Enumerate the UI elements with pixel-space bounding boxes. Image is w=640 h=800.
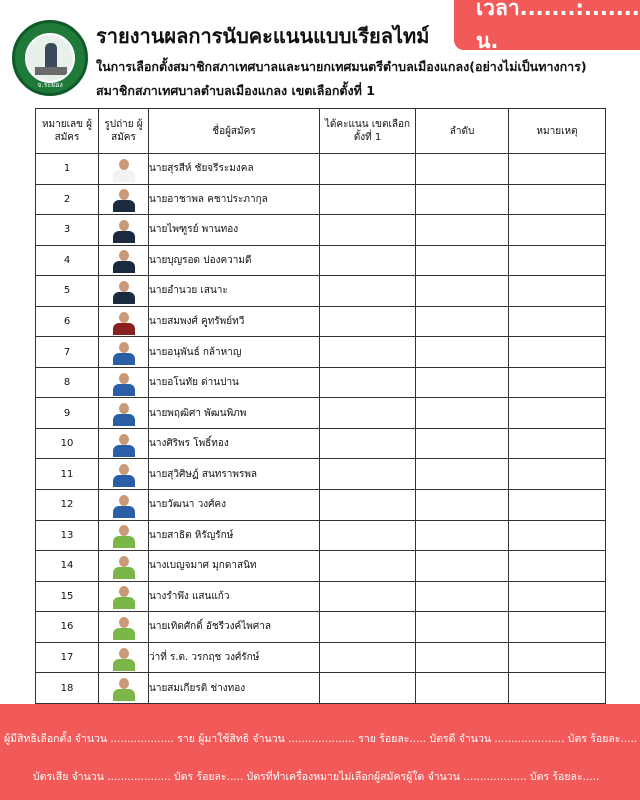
candidate-photo — [109, 156, 139, 182]
candidate-photo-cell — [99, 276, 149, 307]
remark-cell — [509, 520, 606, 551]
remark-cell — [509, 459, 606, 490]
remark-cell — [509, 215, 606, 246]
remark-cell — [509, 581, 606, 612]
table-row — [36, 673, 606, 704]
table-row — [36, 276, 606, 307]
candidate-name: นายบุญรอด ปองความดี — [149, 245, 320, 276]
candidate-name: นายสุรสีห์ ชัยจรีระมงคล — [149, 154, 320, 185]
candidate-photo-cell — [99, 612, 149, 643]
candidate-name: นายเทิดศักดิ์ อัชรีวงค์ไพศาล — [149, 612, 320, 643]
score-cell — [320, 673, 416, 704]
summary-line-2: บัตรเสีย จำนวน ................... บัตร ร้อยละ..... บัตรที่ทำเครื่องหมายไม่เลือกผู้สมัครผู้ใด จำนวน ................... บัตร ร้อยละ..... — [33, 771, 600, 783]
score-cell — [320, 642, 416, 673]
candidate-photo — [109, 186, 139, 212]
candidate-number: 9 — [36, 398, 99, 429]
time-badge — [454, 0, 640, 53]
score-cell — [320, 490, 416, 521]
candidate-photo-cell — [99, 306, 149, 337]
candidate-number: 3 — [36, 215, 99, 246]
candidate-number: 10 — [36, 428, 99, 459]
table-row — [36, 428, 606, 459]
table-header-row — [36, 109, 606, 154]
candidate-name: นายสุวิศิษฏ์ สนทราพรพล — [149, 459, 320, 490]
candidate-photo — [109, 309, 139, 335]
rank-cell — [416, 215, 509, 246]
score-cell — [320, 612, 416, 643]
summary-line-1: ผู้มีสิทธิเลือกตั้ง จำนวน ................... ราย ผู้มาใช้สิทธิ จำนวน .................... ราย ร้อยละ..... บัตรดี จำนวน ..................... บัตร ร้อยละ..... — [4, 733, 638, 745]
rank-cell — [416, 490, 509, 521]
candidate-name: นางเบญจมาศ มุกดาสนิท — [149, 551, 320, 582]
candidate-number: 4 — [36, 245, 99, 276]
candidate-photo-cell — [99, 184, 149, 215]
remark-cell — [509, 490, 606, 521]
candidate-photo — [109, 675, 139, 701]
rank-cell — [416, 428, 509, 459]
score-cell — [320, 520, 416, 551]
table-row — [36, 154, 606, 185]
candidate-photo — [109, 553, 139, 579]
candidate-name: นายไพฑูรย์ พานทอง — [149, 215, 320, 246]
candidate-name: นายพฤฒิศา พัฒนพิภพ — [149, 398, 320, 429]
candidate-number: 18 — [36, 673, 99, 704]
remark-cell — [509, 428, 606, 459]
rank-cell — [416, 245, 509, 276]
remark-cell — [509, 367, 606, 398]
candidate-photo-cell — [99, 398, 149, 429]
candidate-number: 17 — [36, 642, 99, 673]
table-row — [36, 215, 606, 246]
logo-text: จ.ระยอง — [37, 81, 63, 89]
candidate-name: นายสาธิต หิรัญรักษ์ — [149, 520, 320, 551]
candidate-name: นายสมเกียรติ ช่างทอง — [149, 673, 320, 704]
table-row — [36, 490, 606, 521]
score-cell — [320, 459, 416, 490]
score-cell — [320, 367, 416, 398]
candidate-number: 15 — [36, 581, 99, 612]
candidate-photo-cell — [99, 551, 149, 582]
score-cell — [320, 337, 416, 368]
candidate-number: 12 — [36, 490, 99, 521]
candidate-table — [35, 108, 606, 704]
candidate-number: 5 — [36, 276, 99, 307]
remark-cell — [509, 276, 606, 307]
rank-cell — [416, 581, 509, 612]
header-score: ได้คะแนน เขตเลือกตั้งที่ 1 — [320, 109, 416, 154]
rank-cell — [416, 154, 509, 185]
remark-cell — [509, 184, 606, 215]
candidate-photo-cell — [99, 154, 149, 185]
score-cell — [320, 398, 416, 429]
candidate-number: 13 — [36, 520, 99, 551]
score-cell — [320, 184, 416, 215]
table-row — [36, 367, 606, 398]
candidate-photo-cell — [99, 581, 149, 612]
candidate-photo — [109, 431, 139, 457]
rank-cell — [416, 276, 509, 307]
time-label: เวลา.......:....... น. — [476, 0, 640, 53]
candidate-photo-cell — [99, 520, 149, 551]
candidate-number: 14 — [36, 551, 99, 582]
table-row — [36, 398, 606, 429]
candidate-number: 8 — [36, 367, 99, 398]
remark-cell — [509, 551, 606, 582]
candidate-name: ว่าที่ ร.ต. วรกฤช วงศ์รักษ์ — [149, 642, 320, 673]
table-row — [36, 245, 606, 276]
rank-cell — [416, 337, 509, 368]
summary-footer — [0, 704, 640, 800]
candidate-photo-cell — [99, 490, 149, 521]
rank-cell — [416, 367, 509, 398]
table-row — [36, 337, 606, 368]
candidate-name: นายวัฒนา วงศ์คง — [149, 490, 320, 521]
candidate-name: นายอำนวย เสนาะ — [149, 276, 320, 307]
candidate-photo — [109, 400, 139, 426]
remark-cell — [509, 306, 606, 337]
table-row — [36, 551, 606, 582]
rank-cell — [416, 459, 509, 490]
candidate-photo — [109, 339, 139, 365]
rank-cell — [416, 642, 509, 673]
candidate-name: นางรำพึง แสนแก้ว — [149, 581, 320, 612]
table-row — [36, 642, 606, 673]
candidate-photo — [109, 461, 139, 487]
candidate-number: 1 — [36, 154, 99, 185]
header-candidate-number: หมายเลข ผู้สมัคร — [36, 109, 99, 154]
header-remark: หมายเหตุ — [509, 109, 606, 154]
candidate-photo-cell — [99, 367, 149, 398]
remark-cell — [509, 642, 606, 673]
page-subtitle: ในการเลือกตั้งสมาชิกสภาเทศบาลและนายกเทศมนตรีตำบลเมืองแกลง(อย่างไม่เป็นทางการ) — [96, 59, 587, 74]
logo-emblem — [25, 33, 75, 83]
candidate-number: 7 — [36, 337, 99, 368]
page-title: รายงานผลการนับคะแนนแบบเรียลไทม์ — [96, 24, 430, 48]
candidate-photo-cell — [99, 673, 149, 704]
rank-cell — [416, 551, 509, 582]
candidate-number: 11 — [36, 459, 99, 490]
rank-cell — [416, 520, 509, 551]
header-rank: ลำดับ — [416, 109, 509, 154]
candidate-photo — [109, 217, 139, 243]
score-cell — [320, 428, 416, 459]
candidate-photo — [109, 247, 139, 273]
candidate-photo-cell — [99, 642, 149, 673]
remark-cell — [509, 154, 606, 185]
rank-cell — [416, 673, 509, 704]
rank-cell — [416, 398, 509, 429]
candidate-photo — [109, 645, 139, 671]
candidate-photo — [109, 583, 139, 609]
municipality-logo — [12, 20, 88, 96]
header-candidate-name: ชื่อผู้สมัคร — [149, 109, 320, 154]
candidate-number: 16 — [36, 612, 99, 643]
header-candidate-photo: รูปถ่าย ผู้สมัคร — [99, 109, 149, 154]
score-cell — [320, 306, 416, 337]
table-row — [36, 184, 606, 215]
table-row — [36, 306, 606, 337]
candidate-name: นางศิริพร โพธิ์ทอง — [149, 428, 320, 459]
candidate-photo — [109, 278, 139, 304]
table-row — [36, 612, 606, 643]
score-cell — [320, 581, 416, 612]
rank-cell — [416, 612, 509, 643]
remark-cell — [509, 612, 606, 643]
candidate-photo — [109, 522, 139, 548]
candidate-name: นายอาชาพล คชาประภากุล — [149, 184, 320, 215]
score-cell — [320, 276, 416, 307]
candidate-name: นายอโนทัย ด่านปาน — [149, 367, 320, 398]
candidate-number: 6 — [36, 306, 99, 337]
candidate-name: นายอนุพันธ์ กล้าหาญ — [149, 337, 320, 368]
table-row — [36, 581, 606, 612]
score-cell — [320, 551, 416, 582]
district-subtitle: สมาชิกสภาเทศบาลตำบลเมืองแกลง เขตเลือกตั้งที่ 1 — [96, 83, 375, 98]
candidate-number: 2 — [36, 184, 99, 215]
candidate-photo-cell — [99, 428, 149, 459]
score-cell — [320, 154, 416, 185]
table-row — [36, 520, 606, 551]
remark-cell — [509, 337, 606, 368]
remark-cell — [509, 245, 606, 276]
candidate-photo-cell — [99, 337, 149, 368]
candidate-photo-cell — [99, 459, 149, 490]
candidate-photo-cell — [99, 215, 149, 246]
rank-cell — [416, 184, 509, 215]
candidate-photo — [109, 492, 139, 518]
table-row — [36, 459, 606, 490]
score-cell — [320, 245, 416, 276]
candidate-photo — [109, 614, 139, 640]
score-cell — [320, 215, 416, 246]
remark-cell — [509, 398, 606, 429]
rank-cell — [416, 306, 509, 337]
candidate-photo-cell — [99, 245, 149, 276]
candidate-photo — [109, 370, 139, 396]
candidate-name: นายสมพงศ์ คูทรัพย์ทวี — [149, 306, 320, 337]
remark-cell — [509, 673, 606, 704]
